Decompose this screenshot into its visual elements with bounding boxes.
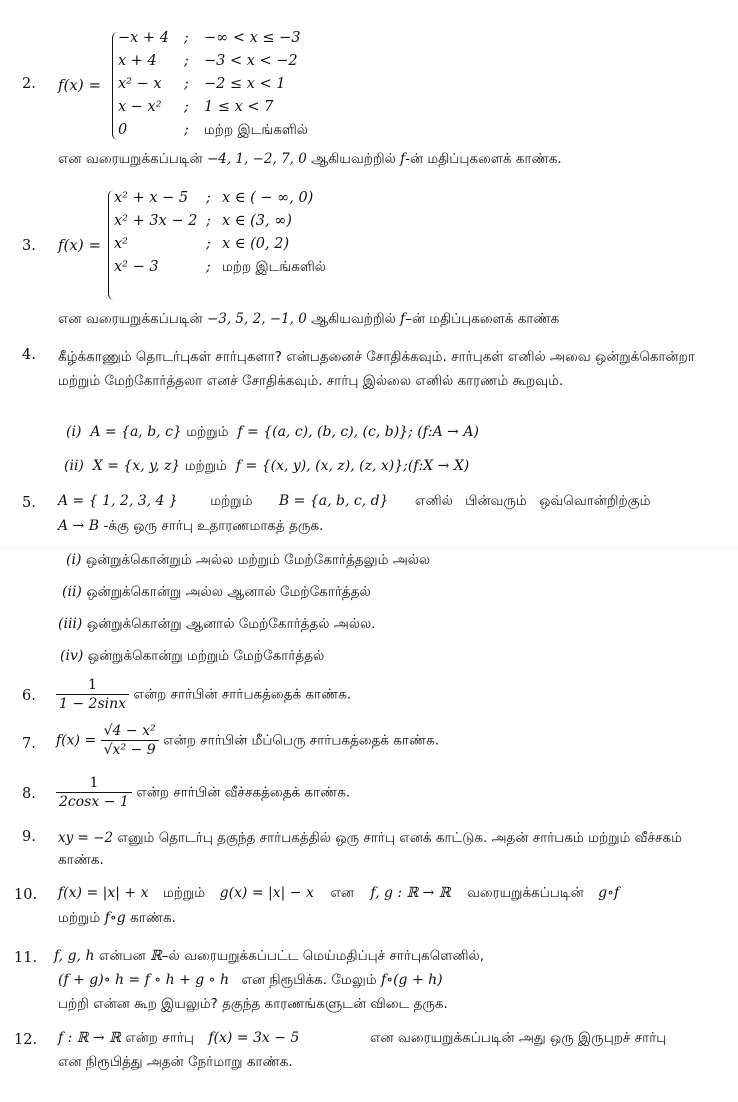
case-condition: மற்ற இடங்களில் <box>222 259 326 275</box>
case-separator: ; <box>184 76 189 92</box>
case-condition: x ∈ ( − ∞, 0) <box>222 190 314 206</box>
question-number: 6. <box>22 688 36 704</box>
question-line-1: f, g, h என்பன ℝ–ல் வரையறுக்கப்பட்ட மெய்மதிப்புச் சார்புகளெனில், <box>54 948 485 964</box>
case-expression: x² <box>114 236 128 252</box>
part-i: (i) A = {a, b, c} மற்றும் f = {(a, c), (b, c), (c, b)}; (f:A → A) <box>66 424 479 440</box>
case-separator: ; <box>184 53 189 69</box>
question-line-2: என நிரூபித்து அதன் நேர்மாறு காண்க. <box>58 1054 293 1070</box>
case-separator: ; <box>206 190 211 206</box>
question-line-2: A → B -க்கு ஒரு சார்பு உதாரணமாகத் தருக. <box>58 518 324 534</box>
fraction-expression: f(x) = $\frac{\text{√4 − x²}}{\text{√x² − 9}}$ என்ற சார்பின் மீப்பெரு சார்பகத்தைக் காண்க. <box>56 723 440 758</box>
part-ii: (ii) ஒன்றுக்கொன்று அல்ல ஆனால் மேற்கோர்த்தல் <box>62 584 371 600</box>
case-expression: x − x² <box>118 99 162 115</box>
case-condition: 1 ≤ x < 7 <box>204 99 274 115</box>
question-line-2: (f + g)∘ h = f ∘ h + g ∘ h என நிரூபிக்க. மேலும் f∘(g + h) <box>58 972 443 988</box>
values-list: −4, 1, −2, 7, 0 <box>206 151 307 167</box>
case-separator: ; <box>184 99 189 115</box>
case-condition: x ∈ (0, 2) <box>222 236 290 252</box>
case-condition: மற்ற இடங்களில் <box>204 122 308 138</box>
question-number: 11. <box>14 950 38 966</box>
case-expression: −x + 4 <box>118 30 169 46</box>
question-number: 7. <box>22 736 36 752</box>
question-text: கீழ்க்காணும் தொடர்புகள் சார்புகளா? என்பதனைச் சோதிக்கவும். சார்புகள் எனில் அவை ஒன்றுக்கொன்றா மற்றும் மேற்கோர்த்தலா எனச் சோதிக்கவும். சார்பு இல்லை எனில் காரணம் கூறவும். <box>58 349 695 389</box>
question-line-3 <box>58 972 668 996</box>
case-expression: x² + 3x − 2 <box>114 213 198 229</box>
case-expression: x² − 3 <box>114 259 159 275</box>
case-separator: ; <box>206 259 211 275</box>
fraction-expression: $\frac{1}{1 - 2\sin x}$ என்ற சார்பின் சார்பகத்தைக் காண்க. <box>56 676 351 713</box>
question-text: xy = −2 எனும் தொடர்பு தகுந்த சார்பகத்தில் ஒரு சார்பு எனக் காட்டுக. அதன் சார்பகம் மற்றும் வீச்சகம் காண்க. <box>58 830 682 868</box>
question-number: 4. <box>22 347 36 363</box>
function-lhs: f(x) = <box>58 76 102 94</box>
question-number: 9. <box>22 829 36 845</box>
function-lhs: f(x) = <box>58 236 102 254</box>
part-iii: (iii) ஒன்றுக்கொன்று ஆனால் மேற்கோர்த்தல் அல்ல. <box>58 616 376 632</box>
question-number: 10. <box>14 887 38 903</box>
question-number: 2. <box>22 76 36 92</box>
case-condition: x ∈ (3, ∞) <box>222 213 292 229</box>
fraction-expression: $\frac{1}{2\cos x - 1}$ என்ற சார்பின் வீச்சகத்தைக் காண்க. <box>56 774 350 811</box>
question-number: 3. <box>22 238 36 254</box>
case-expression: 0 <box>118 122 128 138</box>
question-text: என வரையறுக்கப்படின் −4, 1, −2, 7, 0 ஆகியவற்றில் f-ன் மதிப்புகளைக் காண்க. <box>58 151 562 167</box>
part-i: (i) ஒன்றுக்கொன்றும் அல்ல மற்றும் மேற்கோர்த்தலும் அல்ல <box>66 552 431 568</box>
question-line-1: f(x) = |x| + x மற்றும் g(x) = |x| − x என f, g : ℝ → ℝ வரையறுக்கப்படின் g∘f <box>58 885 620 901</box>
question-number: 12. <box>14 1032 38 1048</box>
case-separator: ; <box>184 30 189 46</box>
case-separator: ; <box>184 122 189 138</box>
question-number: 8. <box>22 786 36 802</box>
case-expression: x² + x − 5 <box>114 190 189 206</box>
case-condition: −3 < x < −2 <box>204 53 298 69</box>
question-text: என வரையறுக்கப்படின் அது ஒரு இருபுறச் சார்பு <box>370 1030 667 1046</box>
case-condition: −2 ≤ x < 1 <box>204 76 286 92</box>
question-tail: பற்றி என்ன கூற இயலும்? தகுந்த காரணங்களுடன் விடை தருக. <box>58 996 448 1012</box>
case-condition: −∞ < x ≤ −3 <box>204 30 301 46</box>
case-expression: x² − x <box>118 76 162 92</box>
question-line-1: A = { 1, 2, 3, 4 } மற்றும் B = {a, b, c, d} எனில் பின்வரும் ஒவ்வொன்றிற்கும் <box>58 493 651 509</box>
values-list: −3, 5, 2, −1, 0 <box>206 311 307 327</box>
question-line-1: f : ℝ → ℝ என்ற சார்பு f(x) = 3x − 5 <box>58 1030 300 1046</box>
part-ii: (ii) X = {x, y, z} மற்றும் f = {(x, y), (x, z), (z, x)};(f:X → X) <box>64 458 470 474</box>
case-separator: ; <box>206 236 211 252</box>
divider <box>0 548 738 549</box>
case-expression: x + 4 <box>118 53 157 69</box>
question-number: 5. <box>22 495 36 511</box>
part-iv: (iv) ஒன்றுக்கொன்று மற்றும் மேற்கோர்த்தல் <box>60 648 325 664</box>
case-separator: ; <box>206 213 211 229</box>
question-line-2: மற்றும் f∘g காண்க. <box>58 910 176 926</box>
question-text: என வரையறுக்கப்படின் −3, 5, 2, −1, 0 ஆகியவற்றில் f–ன் மதிப்புகளைக் காண்க <box>58 311 560 327</box>
